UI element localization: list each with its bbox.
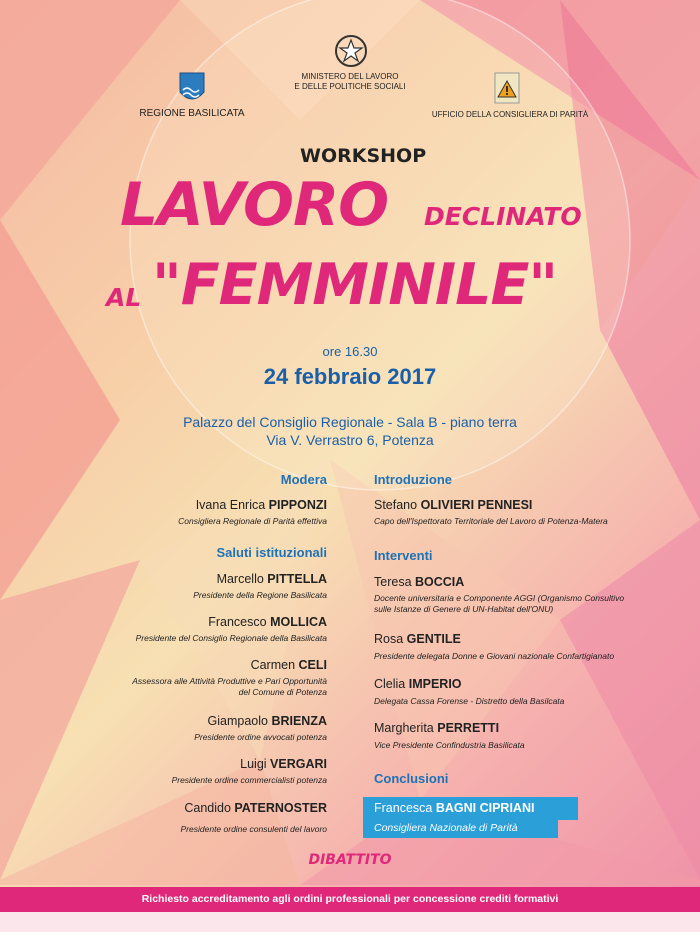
speaker-name: Rosa GENTILE	[374, 632, 461, 646]
speaker-role: Presidente delegata Donne e Giovani nazionale Confartigianato	[374, 651, 615, 661]
speaker-name: Giampaolo BRIENZA	[207, 714, 327, 728]
speaker-role: Presidente ordine commercialisti potenza	[171, 775, 327, 785]
event-date: 24 febbraio 2017	[263, 364, 437, 389]
speaker-name: Candido PATERNOSTER	[184, 801, 327, 815]
modera-name: Ivana Enrica PIPPONZI	[195, 498, 327, 512]
modera-heading: Modera	[280, 472, 327, 487]
conclusion-name: Francesca BAGNI CIPRIANI	[374, 801, 535, 815]
venue-line2: Via V. Verrastro 6, Potenza	[266, 432, 434, 448]
speaker-role: Delegata Cassa Forense - Distretto della Basilcata	[374, 696, 565, 706]
conclusioni-heading: Conclusioni	[374, 771, 449, 786]
speaker-role: Assessora alle Attività Produttive e Pari Opportunità	[132, 676, 327, 686]
dibattito-label: DIBATTITO	[308, 852, 392, 868]
ministero-line2: E DELLE POLITICHE SOCIALI	[294, 82, 406, 91]
speaker-name: Marcello PITTELLA	[216, 572, 327, 586]
speaker-name: Clelia IMPERIO	[374, 677, 462, 691]
speaker-name: Francesco MOLLICA	[208, 615, 327, 629]
venue-line1: Palazzo del Consiglio Regionale - Sala B - piano terra	[183, 414, 517, 430]
ufficio-logo-icon	[494, 72, 520, 104]
speaker-role: Presidente ordine avvocati potenza	[194, 732, 327, 742]
regione-logo-icon	[179, 72, 205, 104]
speaker-role: Presidente del Consiglio Regionale della Basilicata	[135, 633, 327, 643]
speaker-role: Presidente della Regione Basilicata	[193, 590, 327, 600]
speaker-role: Presidente ordine consulenti del lavoro	[180, 824, 327, 834]
speaker-name: Luigi VERGARI	[240, 757, 327, 771]
workshop-kicker: WORKSHOP	[300, 145, 427, 167]
title-al: AL	[106, 283, 142, 312]
title-femminile: "FEMMINILE"	[152, 252, 558, 318]
speaker-role: Vice Presidente Confindustria Basilicata	[374, 740, 525, 750]
accreditation-text: Richiesto accreditamento agli ordini professionali per concessione crediti formativi	[141, 893, 559, 905]
title-declinato: DECLINATO	[424, 202, 582, 231]
ministero-line1: MINISTERO DEL LAVORO	[301, 72, 399, 81]
modera-role: Consigliera Regionale di Parità effettiva	[178, 516, 327, 526]
introduzione-heading: Introduzione	[374, 472, 452, 487]
title-lavoro: LAVORO	[120, 170, 389, 240]
speaker-name: Carmen CELI	[250, 658, 327, 672]
conclusion-role: Consigliera Nazionale di Parità	[374, 822, 518, 834]
ufficio-label: UFFICIO DELLA CONSIGLIERA DI PARITÀ	[431, 110, 589, 119]
speaker-name: Margherita PERRETTI	[374, 721, 500, 735]
intro-role: Capo dell'Ispettorato Territoriale del Lavoro di Potenza-Matera	[374, 516, 608, 526]
italian-emblem-icon	[334, 34, 368, 68]
speaker-role-line2: sulle Istanze di Genere di UN-Habitat dell'ONU)	[374, 604, 554, 614]
intro-name: Stefano OLIVIERI PENNESI	[374, 498, 533, 512]
saluti-heading: Saluti istituzionali	[216, 545, 327, 560]
speaker-role: Docente universitaria e Componente AGGI (Organismo Consultivo	[374, 593, 625, 603]
speaker-role-line2: del Comune di Potenza	[238, 687, 327, 697]
bottom-strip	[0, 912, 700, 932]
event-time: ore 16.30	[322, 344, 378, 359]
regione-label: REGIONE BASILICATA	[139, 108, 245, 119]
speaker-name: Teresa BOCCIA	[374, 575, 465, 589]
interventi-heading: Interventi	[374, 548, 433, 563]
